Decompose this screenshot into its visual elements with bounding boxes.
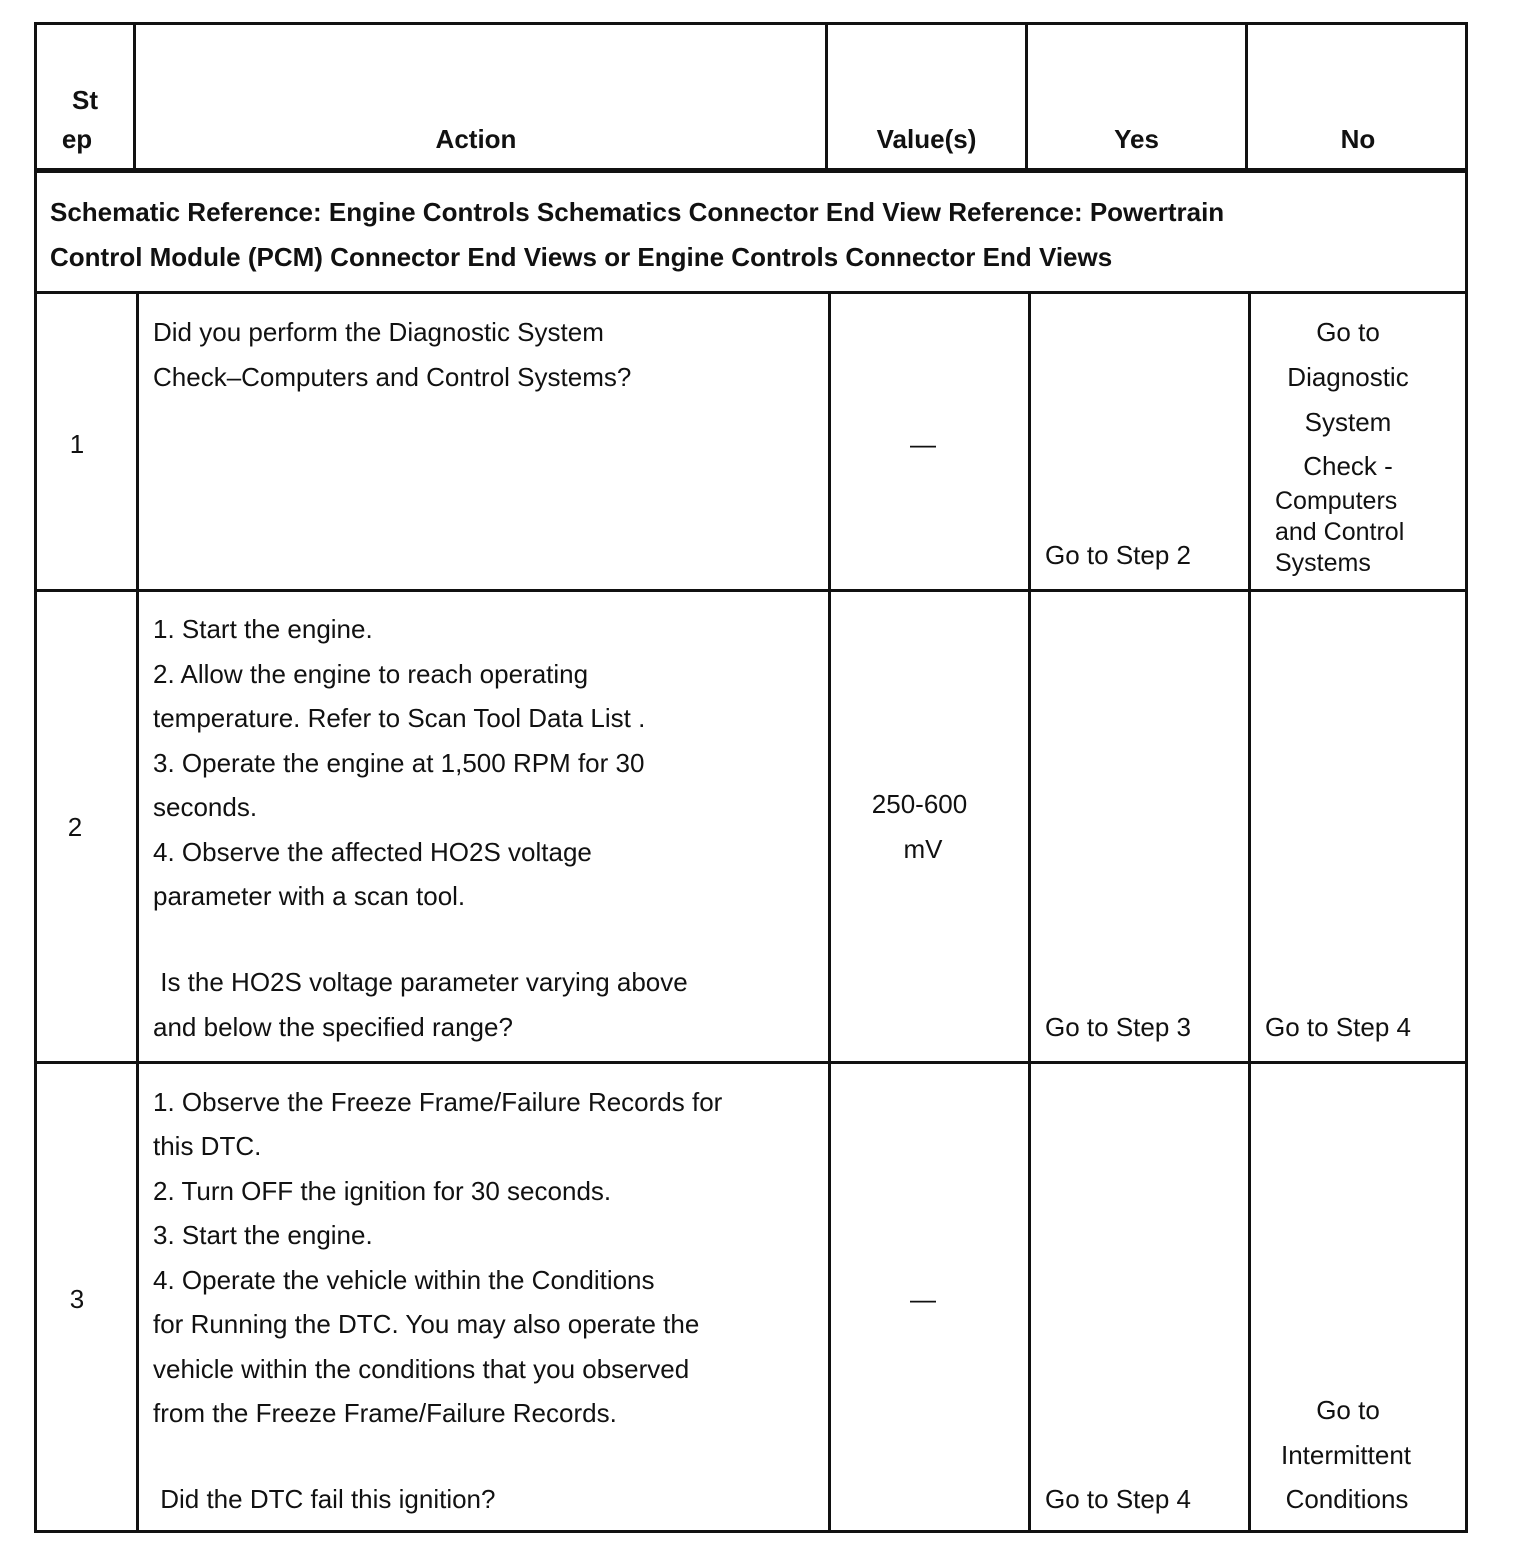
col-divider — [828, 293, 831, 1533]
reference-line-2: Control Module (PCM) Connector End Views or Engine Controls Connector End Views — [50, 242, 1113, 272]
col-divider — [136, 293, 139, 1533]
no-link[interactable]: Go to Step 4 — [1265, 1012, 1411, 1042]
value-cell: — — [910, 1284, 936, 1314]
step-number: 2 — [67, 812, 83, 842]
action-line: parameter with a scan tool. — [153, 881, 466, 911]
header-yes: Yes — [1114, 124, 1159, 154]
step-number: 1 — [69, 429, 85, 459]
action-line: temperature. Refer to Scan Tool Data List . — [153, 703, 646, 733]
no-link-line: Check - — [1303, 451, 1393, 481]
action-line: 4. Operate the vehicle within the Conditions — [153, 1265, 655, 1295]
action-line: for Running the DTC. You may also operate the — [153, 1309, 700, 1339]
no-link-line: Systems — [1275, 549, 1371, 577]
action-line: 3. Start the engine. — [153, 1220, 373, 1250]
yes-link[interactable]: Go to Step 2 — [1045, 540, 1191, 570]
header-no: No — [1340, 124, 1376, 154]
reference-line-1: Schematic Reference: Engine Controls Schematics Connector End View Reference: Powertrain — [50, 197, 1225, 227]
step-number: 3 — [69, 1284, 85, 1314]
no-link-line: Go to — [1316, 317, 1380, 347]
no-link-line: System — [1304, 407, 1392, 437]
no-link-line: Computers — [1275, 487, 1398, 515]
action-question: Did the DTC fail this ignition? — [153, 1484, 496, 1514]
action-line: vehicle within the conditions that you observed — [153, 1354, 690, 1384]
header-divider — [37, 168, 1465, 173]
value-cell: mV — [903, 834, 943, 864]
action-line: seconds. — [153, 792, 258, 822]
action-line: 1. Start the engine. — [153, 614, 373, 644]
header-step-line1: St — [72, 85, 98, 115]
value-cell: 250-600 — [871, 789, 968, 819]
diagnostic-table — [34, 22, 1468, 1533]
no-link-line: Go to — [1316, 1395, 1380, 1425]
no-link-line: and Control — [1275, 518, 1405, 546]
yes-link[interactable]: Go to Step 3 — [1045, 1012, 1191, 1042]
no-link-line: Conditions — [1285, 1484, 1409, 1514]
col-divider — [1028, 293, 1031, 1533]
action-question: Is the HO2S voltage parameter varying above — [153, 967, 688, 997]
header-values: Value(s) — [876, 124, 977, 154]
action-line: 2. Turn OFF the ignition for 30 seconds. — [153, 1176, 612, 1206]
action-line: Did you perform the Diagnostic System — [153, 317, 604, 347]
action-line: and below the specified range? — [153, 1012, 513, 1042]
action-line: 1. Observe the Freeze Frame/Failure Records for — [153, 1087, 723, 1117]
action-line: from the Freeze Frame/Failure Records. — [153, 1398, 617, 1428]
action-line: 4. Observe the affected HO2S voltage — [153, 837, 592, 867]
yes-link[interactable]: Go to Step 4 — [1045, 1484, 1191, 1514]
no-link-line: Intermittent — [1280, 1440, 1412, 1470]
action-line: this DTC. — [153, 1131, 262, 1161]
action-line: 2. Allow the engine to reach operating — [153, 659, 589, 689]
header-action: Action — [435, 124, 517, 154]
value-cell: — — [910, 429, 936, 459]
no-link-line: Diagnostic — [1287, 362, 1409, 392]
header-step-line2: ep — [61, 124, 93, 154]
action-line: 3. Operate the engine at 1,500 RPM for 30 — [153, 748, 645, 778]
action-line: Check–Computers and Control Systems? — [153, 362, 632, 392]
